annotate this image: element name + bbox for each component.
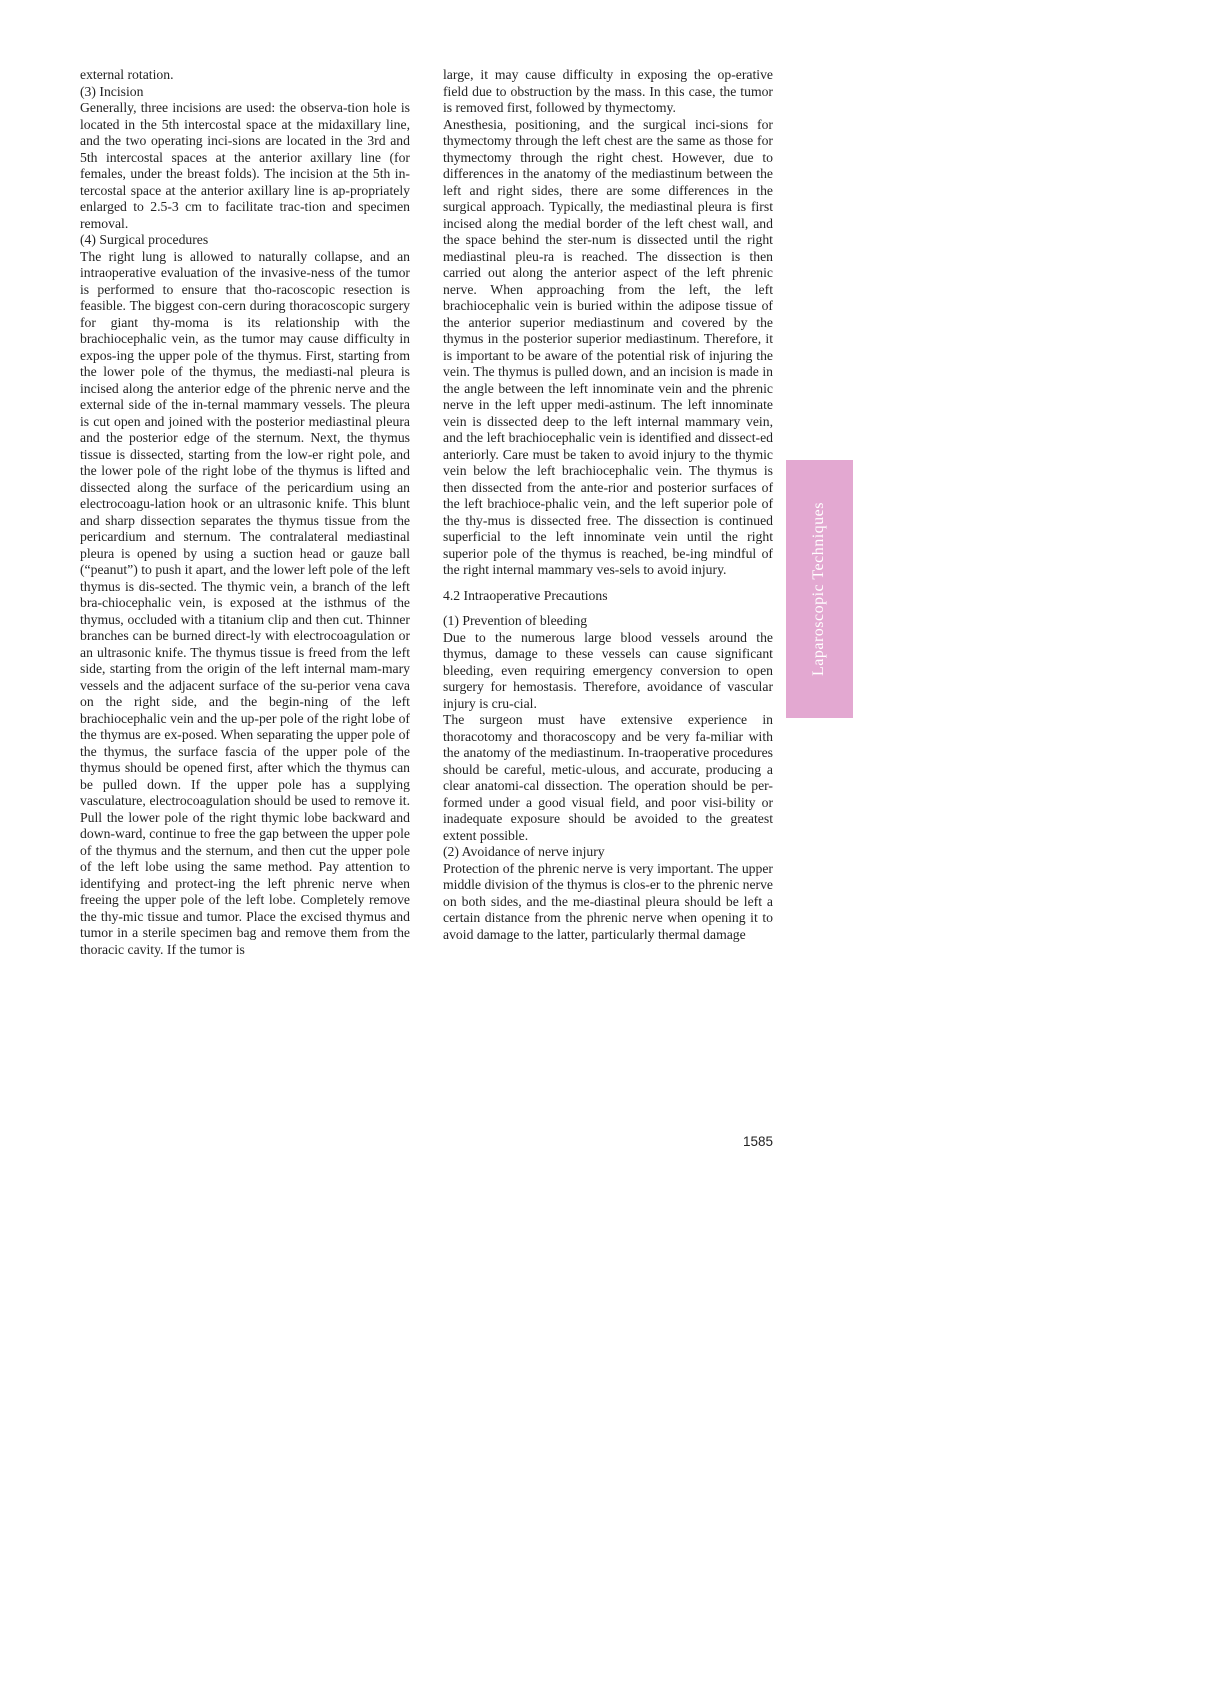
page-number: 1585 — [742, 1134, 773, 1149]
subheading-prevention-bleeding: (1) Prevention of bleeding — [443, 613, 588, 628]
paragraph-continuation: external rotation. — [80, 67, 174, 82]
chapter-side-tab — [786, 460, 853, 718]
chapter-side-tab-label: Laparoscopic Techniques — [810, 501, 828, 677]
section-heading-precautions: 4.2 Intraoperative Precautions — [443, 587, 608, 603]
paragraph-surgical-procedures: The right lung is allowed to naturally collapse, and an intraoperative evaluation of the invasive-ness of the tumor is performed to ensure that tho-racoscopic resection is feasible. The biggest con-cern during thoracoscopic surgery for giant thy-moma is its relationship with the brachiocephalic vein, as the tumor may cause difficulty in expos-ing the upper pole of the thymus. First, starting from the lower pole of the thymus, the mediasti-nal pleura is incised along the anterior edge of the phrenic nerve and the external side of the in-ternal mammary vessels. The pleura is cut open and joined with the posterior mediastinal pleura and the posterior edge of the sternum. Next, the thymus tissue is dissected, starting from the low-er right pole, and the lower pole of the right lobe of the thymus is lifted and dissected along the surface of the pericardium using an electrocoagu-lation hook or an ultrasonic knife. This blunt and sharp dissection separates the thymus tissue from the pericardium and sternum. The contralateral mediastinal pleura is opened by using a suction head or gauze ball (“peanut”) to push it apart, and the lower left pole of the left thymus is dis-sected. The thymic vein, a branch of the left bra-chiocephalic vein, is exposed at the isthmus of the thymus, occluded with a titanium clip and then cut. Thinner branches can be burned direct-ly with electrocoagulation or an ultrasonic knife. The thymus tissue is freed from the left side, starting from the origin of the left internal mam-mary vessels and the adjacent surface of the su-perior vena cava on the right side, and the begin-ning of the left brachiocephalic vein and the up-per pole of the right lobe of the thymus are ex-posed. When separating the upper pole of the thymus, the surface fascia of the upper pole of the thymus should be opened first, after which the thymus can be pulled down. If the upper pole has a supplying vasculature, electrocoagulation should be used to remove it. Pull the lower pole of the right thymic lobe backward and down-ward, continue to free the gap between the upper pole of the thymus and the sternum, and then cut the upper pole of the left lobe using the same method. Pay attention to identifying and protect-ing the left phrenic nerve when freeing the upper pole of the left lobe. Completely remove the thy-mic tissue and tumor. Place the excised thymus and tumor in a sterile specimen bag and remove them from the thoracic cavity. If the tumor is — [80, 248, 410, 957]
paragraph-surgeon-experience: The surgeon must have extensive experience in thoracotomy and thoracoscopy and be very fa-miliar with the anatomy of the mediastinum. In-traoperative procedures should be careful, metic-ulous, and accurate, producing a clear anatomi-cal dissection. The operation should be per-formed under a good visual field, and poor visi-bility or inadequate exposure should be avoided to the greatest extent possible. — [443, 712, 773, 843]
subheading-surgical-procedures: (4) Surgical procedures — [80, 232, 209, 247]
left-column — [80, 67, 410, 958]
paragraph-left-chest-approach: Anesthesia, positioning, and the surgical inci-sions for thymectomy through the left chest are the same as those for thymectomy through the right chest. However, due to differences in the anatomy of the mediastinum between the left and right sides, there are some differences in the surgical approach. Typically, the mediastinal pleura is first incised along the medial border of the left chest wall, and the space behind the ster-num is dissected until the right mediastinal pleu-ra is reached. The dissection is then carried out along the anterior aspect of the left phrenic nerve. When approaching from the left, the left brachiocephalic vein is buried within the adipose tissue of the anterior superior mediastinum and covered by the thymus in the posterior superior mediastinum. Therefore, it is important to be aware of the potential risk of injuring the vein. The thymus is pulled down, and an incision is made in the angle between the left innominate vein and the phrenic nerve in the left upper medi-astinum. The left innominate vein is dissected deep to the left internal mammary vein, and the left brachiocephalic vein is identified and dissect-ed anteriorly. Care must be taken to avoid injury to the thymic vein below the left brachiocephalic vein. The thymus is then dissected from the ante-rior and posterior surfaces of the left brachioce-phalic vein, and the left superior pole of the thy-mus is dissected free. The dissection is continued superficial to the left innominate vein until the right superior pole of the thymus is reached, be-ing mindful of the right internal mammary ves-sels to avoid injury. — [443, 116, 773, 577]
paragraph-phrenic-nerve: Protection of the phrenic nerve is very important. The upper middle division of the thymus is clos-er to the phrenic nerve on both sides, and the me-diastinal pleura should be left a certain distance from the phrenic nerve when opening it to avoid damage to the latter, particularly thermal damage — [443, 860, 773, 942]
paragraph-incision: Generally, three incisions are used: the observa-tion hole is located in the 5th intercostal space at the midaxillary line, and the two operating inci-sions are located in the 3rd and 5th intercostal spaces at the anterior axillary line (for females, under the breast folds). The incision at the 5th in-tercostal space at the anterior axillary line is ap-propriately enlarged to 2.5-3 cm to facilitate trac-tion and specimen removal. — [80, 100, 410, 231]
subheading-incision: (3) Incision — [80, 83, 144, 99]
paragraph-tumor-large: large, it may cause difficulty in exposing the op-erative field due to obstruction by the mass. In this case, the tumor is removed first, followed by thymectomy. — [443, 67, 773, 115]
subheading-nerve-injury: (2) Avoidance of nerve injury — [443, 844, 605, 859]
paragraph-bleeding: Due to the numerous large blood vessels around the thymus, damage to these vessels can cause significant bleeding, even requiring emergency conversion to open surgery for hemostasis. Therefore, avoidance of vascular injury is cru-cial. — [443, 629, 773, 711]
right-column — [443, 67, 773, 943]
